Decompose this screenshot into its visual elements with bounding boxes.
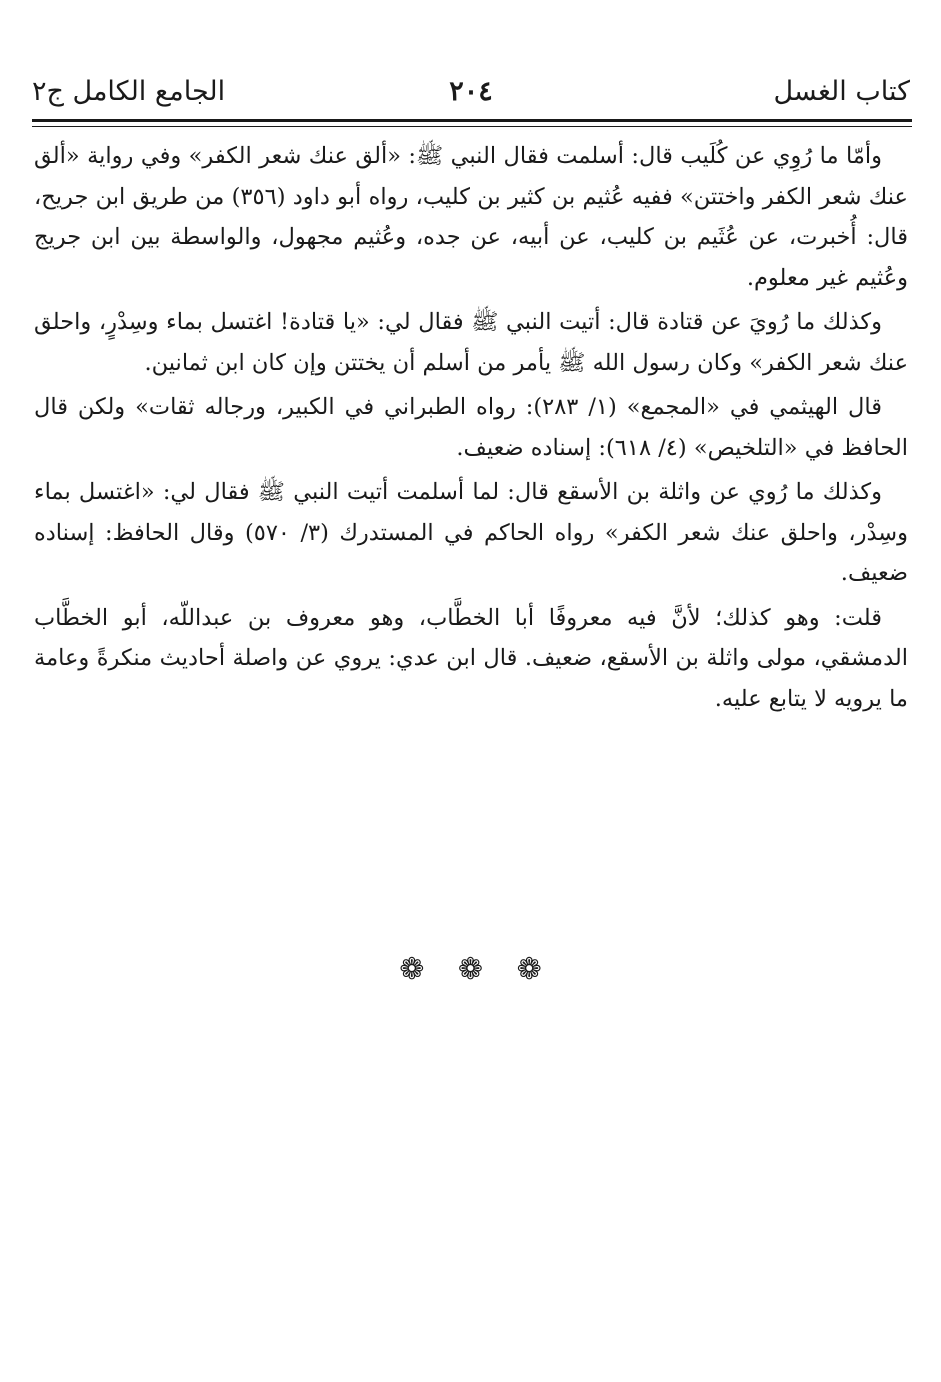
flower-ornament-icon: ❁ [516,952,542,987]
paragraph-wathila: وكذلك ما رُوي عن واثلة بن الأسقع قال: لما أسلمت أتيت النبي ﷺ فقال لي: «اغتسل بماء وسِدْر، واحلق عنك شعر الكفر» رواه الحاكم في المستدرك (٣/ ٥٧٠) وقال الحافظ: إسناده ضعيف. [34,479,909,586]
paragraph-qatada: وكذلك ما رُويَ عن قتادة قال: أتيت النبي ﷺ فقال لي: «يا قتادة! اغتسل بماء وسِدْرٍ، واحلق عنك شعر الكفر» وكان رسول الله ﷺ يأمر من أسلم أن يختتن وإن كان ابن ثمانين. [34,309,908,376]
header-rule-thick [32,119,912,122]
page-number: ٢٠٤ [449,76,493,107]
main-text [34,136,908,723]
paragraph-comment: قلت: وهو كذلك؛ لأنَّ فيه معروفًا أبا الخطَّاب، وهو معروف بن عبداللّه، أبو الخطَّاب الدمشقي، مولى واثلة بن الأسقع، ضعيف. قال ابن عدي: يروي عن واصلة أحاديث منكرةً وعامة ما يرويه لا يتابع عليه. [34,604,908,712]
flower-ornament-icon: ❁ [399,952,425,987]
section-end-ornaments [0,950,941,990]
header-rule-thin [32,126,912,127]
book-title: الجامع الكامل ج٢ [32,76,226,107]
paragraph-kulayb: وأمّا ما رُوِي عن كُلَيب قال: أسلمت فقال النبي ﷺ: «ألق عنك شعر الكفر» وفي رواية «ألق عنك شعر الكفر واختتن» ففيه عُثيم بن كثير بن كليب، رواه أبو داود (٣٥٦) من طريق ابن جريح، قال: أُخبرت، عن عُثَيم بن كليب، عن أبيه، عن جده، وعُثيم مجهول، والواسطة بين ابن جريج وعُثيم غير معلوم. [34,143,908,291]
flower-ornament-icon: ❁ [457,952,484,987]
chapter-title: كتاب الغسل [773,76,910,107]
paragraph-haythami: قال الهيثمي في «المجمع» (١/ ٢٨٣): رواه الطبراني في الكبير، ورجاله ثقات» ولكن قال الحافظ في «التلخيص» (٤/ ٦١٨): إسناده ضعيف. [34,394,908,461]
running-header [32,70,910,114]
